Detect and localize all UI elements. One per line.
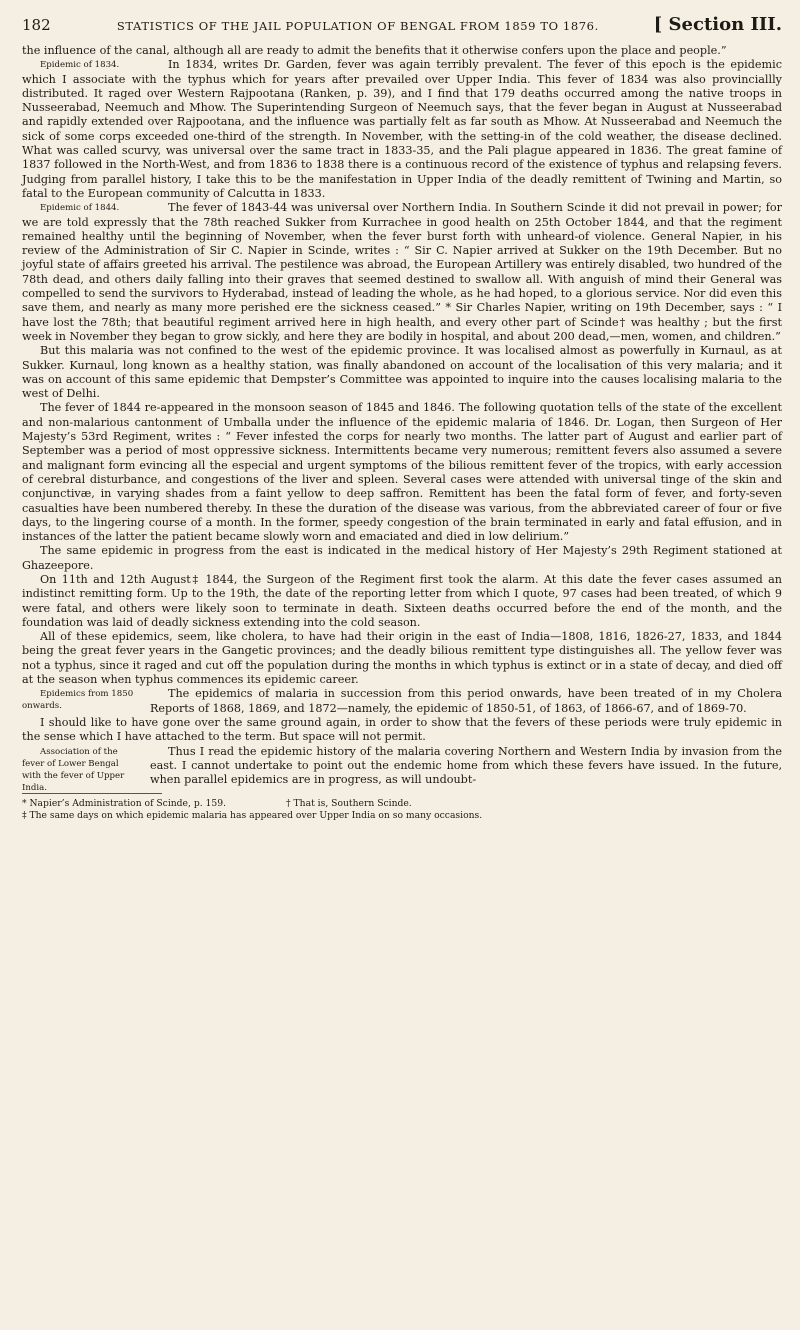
section-label: [ Section III. bbox=[653, 14, 782, 35]
running-title: STATISTICS OF THE JAIL POPULATION OF BENGAL FROM 1859 TO 1876. bbox=[116, 19, 599, 33]
body-text bbox=[22, 44, 782, 793]
paragraph: I should like to have gone over the same ground again, in order to show that the fevers of these periods were truly epidemic in the sense which I have attached to the term. But space will not permit. bbox=[22, 715, 782, 744]
footnote: † That is, Southern Scinde. bbox=[286, 798, 412, 810]
margin-note: Epidemic of 1834. bbox=[40, 60, 120, 71]
footnote: ‡ The same days on which epidemic malaria has appeared over Upper India on so many occasions. bbox=[22, 810, 483, 822]
page-header bbox=[22, 14, 782, 44]
paragraph-text: Thus I read the epidemic history of the malaria covering Northern and Western India by invasion from the east. I cannot undertake to point out the endemic home from which these fevers have issued. In the future, when parallel epidemics are in progress, as will undoubt- bbox=[150, 744, 782, 787]
page-number: 182 bbox=[22, 16, 51, 34]
footnote-row bbox=[22, 798, 782, 810]
footnotes bbox=[22, 798, 782, 822]
footnote-rule bbox=[22, 793, 162, 794]
paragraph: the influence of the canal, although all are ready to admit the benefits that it otherwise confers upon the place and people.” bbox=[22, 44, 727, 57]
paragraph: The same epidemic in progress from the east is indicated in the medical history of Her Majesty’s 29th Regiment stationed at Ghazeepore. bbox=[22, 544, 782, 572]
paragraph bbox=[22, 687, 782, 716]
paragraph-text: The epidemics of malaria in succession from this period onwards, have been treated of in my Cholera Reports of 1868, 1869, and 1872—namely, the epidemic of 1850-51, of 1863, of 1866-67, and of 1869-70. bbox=[150, 687, 782, 715]
paragraph: All of these epidemics, seem, like cholera, to have had their origin in the east of India—1808, 1816, 1826-27, 1833, and 1844 being the great fever years in the Gangetic provinces; and the deadly bilious remittent type distinguishes all. The yellow fever was not a typhus, since it raged and cut off the population during the months in which typhus is extinct or in a state of decay, and died off at the season when typhus commences its epidemic career. bbox=[22, 630, 782, 687]
footnote: * Napier’s Administration of Scinde, p. 159. bbox=[22, 798, 227, 810]
margin-note: Epidemic of 1844. bbox=[40, 203, 120, 214]
page bbox=[22, 14, 782, 822]
paragraph bbox=[22, 744, 782, 793]
paragraph bbox=[22, 201, 782, 344]
paragraph: But this malaria was not confined to the west of the epidemic province. It was localised almost as powerfully in Kurnaul, as at Sukker. Kurnaul, long known as a healthy station, was finally abandoned on account of the localisation of this very malaria; and it was on account of this same epidemic that Dempster’s Committee was appointed to inquire into the causes localising malaria to the west of Delhi. bbox=[22, 344, 782, 401]
paragraph-text: In 1834, writes Dr. Garden, fever was again terribly prevalent. The fever of this epoch is the epidemic which I associate with the typhus which for years after prevailed over Upper India. This fever of 1834 was also provinciallly distributed. It raged over Western Rajpootana (Ranken, p. 39), and I find that 179 deaths occurred among the native troops in Nusseerabad, Neemuch and Mhow. The Superintending Surgeon of Neemuch says, that the fever began in August at Nusseerabad and rapidly extended over Rajpootana, and the influence was partially felt as far south as Mhow. At Nusseerabad and Neemuch the sick of some corps exceeded one-third of the strength. In November, with the setting-in of the cold weather, the disease declined. What was called scurvy, was universal over the same tract in 1833-35, and the Pali plague appeared in 1836. The great famine of 1837 followed in the North-West, and from 1836 to 1838 there is a continuous record of the existence of typhus and relapsing fevers. Judging from parallel history, I take this to be the manifestation in Upper India of the deadly remittent of Twining and Martin, so fatal to the European community of Calcutta in 1833. bbox=[22, 58, 782, 200]
paragraph: On 11th and 12th August‡ 1844, the Surgeon of the Regiment first took the alarm. At this date the fever cases assumed an indistinct remitting form. Up to the 19th, the date of the reporting letter from which I quote, 97 cases had been treated, of which 9 were fatal, and others were likely soon to terminate in death. Sixteen deaths occurred before the end of the month, and the foundation was laid of deadly sickness extending into the cold season. bbox=[22, 572, 782, 629]
margin-note: Epidemics from 1850 onwards. bbox=[22, 689, 134, 712]
margin-note: Association of the fever of Lower Bengal with the fever of Upper India. bbox=[22, 746, 125, 793]
paragraph: The fever of 1844 re-appeared in the monsoon season of 1845 and 1846. The following quotation tells of the state of the excellent and non-malarious cantonment of Umballa under the influence of the epidemic malaria of 1846. Dr. Logan, then Surgeon of Her Majesty’s 53rd Regiment, writes : “ Fever infested the corps for nearly two months. The latter part of August and earlier part of September was a period of most oppressive sickness. Intermittents became very numerous; remittent fevers also assumed a severe and malignant form evincing all the especial and urgent symptoms of the bilious remittent fever of the tropics, with early accession of cerebral disturbance, and congestions of the liver and spleen. Several cases were attended with universal tinge of the skin and conjunctivæ, in varying shades from a faint yellow to deep saffron. Remittent has been the fatal form of fever, and forty-seven casualties have been numbered thereby. In these the duration of the disease was various, from the abbreviated career of four or five days, to the lingering course of a month. In the former, speedy congestion of the brain terminated in early and fatal effusion, and in instances of the latter the patient became slowly worn and emaciated and died in low delirium.” bbox=[22, 401, 782, 544]
paragraph bbox=[22, 58, 782, 201]
paragraph-text: The fever of 1843-44 was universal over Northern India. In Southern Scinde it did not prevail in power; for we are told expressly that the 78th reached Sukker from Kurrachee in good health on 25th October 1844, and that the regiment remained healthy until the beginning of November, when the fever burst forth with unheard-of violence. General Napier, in his review of the Administration of Sir C. Napier in Scinde, writes : “ Sir C. Napier arrived at Sukker on the 19th December. But no joyful state of affairs greeted his arrival. The pestilence was abroad, the European Artillery was entirely disabled, two hundred of the 78th dead, and others daily falling into their graves that seemed destined to swallow all. With anguish of mind their General was compelled to send the survivors to Hyderabad, instead of leading the whole, as he had hoped, to a glorious service. Nor did even this save them, and nearly as many more perished ere the sickness ceased.” * Sir Charles Napier, writing on 19th December, says : “ I have lost the 78th; that beautiful regiment arrived here in high health, and every other part of Scinde† was healthy ; but the first week in November they began to grow sickly, and here they are bodily in hospital, and about 200 dead,—men, women, and children.” bbox=[22, 201, 782, 343]
